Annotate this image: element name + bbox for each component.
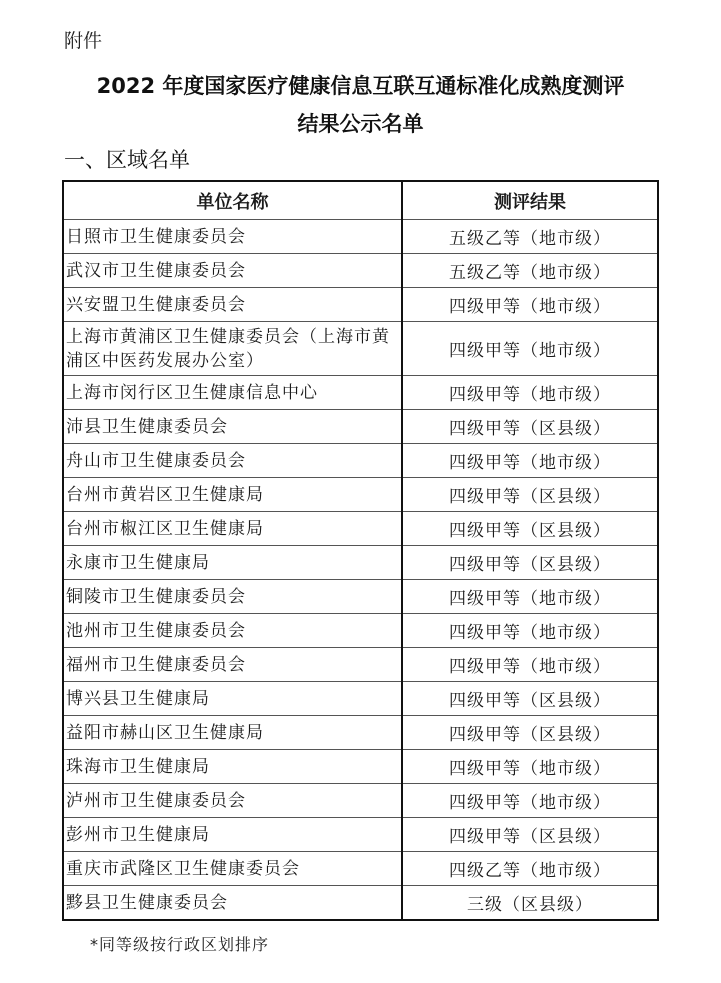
unit-name: 铜陵市卫生健康委员会 xyxy=(63,580,402,614)
table-row xyxy=(63,852,658,886)
table-row xyxy=(63,410,658,444)
result: 四级甲等（地市级） xyxy=(402,648,658,682)
unit-name: 泸州市卫生健康委员会 xyxy=(63,784,402,818)
table-row xyxy=(63,784,658,818)
result: 四级甲等（地市级） xyxy=(402,322,658,376)
table-row xyxy=(63,444,658,478)
result: 三级（区县级） xyxy=(402,886,658,921)
result: 四级甲等（地市级） xyxy=(402,784,658,818)
table-row xyxy=(63,648,658,682)
result: 四级甲等（地市级） xyxy=(402,444,658,478)
result: 四级乙等（地市级） xyxy=(402,852,658,886)
table-row xyxy=(63,254,658,288)
result: 五级乙等（地市级） xyxy=(402,254,658,288)
unit-name: 沛县卫生健康委员会 xyxy=(63,410,402,444)
table-row xyxy=(63,716,658,750)
footnote: *同等级按行政区划排序 xyxy=(90,935,270,954)
table-row xyxy=(63,478,658,512)
unit-name: 舟山市卫生健康委员会 xyxy=(63,444,402,478)
table-row xyxy=(63,220,658,254)
table-row xyxy=(63,614,658,648)
unit-name: 重庆市武隆区卫生健康委员会 xyxy=(63,852,402,886)
unit-name: 武汉市卫生健康委员会 xyxy=(63,254,402,288)
result: 四级甲等（地市级） xyxy=(402,580,658,614)
table-row xyxy=(63,886,658,921)
result: 四级甲等（地市级） xyxy=(402,288,658,322)
table-row xyxy=(63,288,658,322)
table-row xyxy=(63,512,658,546)
table-row xyxy=(63,818,658,852)
document-title-line1: 2022 年度国家医疗健康信息互联互通标准化成熟度测评 xyxy=(96,74,625,98)
unit-name: 益阳市赫山区卫生健康局 xyxy=(63,716,402,750)
result: 四级甲等（区县级） xyxy=(402,682,658,716)
unit-name: 上海市闵行区卫生健康信息中心 xyxy=(63,376,402,410)
result: 四级甲等（地市级） xyxy=(402,614,658,648)
unit-name: 兴安盟卫生健康委员会 xyxy=(63,288,402,322)
unit-name: 日照市卫生健康委员会 xyxy=(63,220,402,254)
header-unit-name: 单位名称 xyxy=(63,181,402,220)
unit-name: 黟县卫生健康委员会 xyxy=(63,886,402,921)
result: 四级甲等（区县级） xyxy=(402,818,658,852)
unit-name: 彭州市卫生健康局 xyxy=(63,818,402,852)
result: 四级甲等（地市级） xyxy=(402,750,658,784)
unit-name: 福州市卫生健康委员会 xyxy=(63,648,402,682)
table-row xyxy=(63,546,658,580)
table-row xyxy=(63,682,658,716)
unit-name: 池州市卫生健康委员会 xyxy=(63,614,402,648)
table-row xyxy=(63,580,658,614)
document-title-line2: 结果公示名单 xyxy=(297,112,424,136)
result: 四级甲等（区县级） xyxy=(402,512,658,546)
attachment-label: 附件 xyxy=(64,30,103,52)
unit-name: 珠海市卫生健康局 xyxy=(63,750,402,784)
unit-name: 博兴县卫生健康局 xyxy=(63,682,402,716)
unit-name: 台州市椒江区卫生健康局 xyxy=(63,512,402,546)
result: 四级甲等（区县级） xyxy=(402,716,658,750)
result: 四级甲等（区县级） xyxy=(402,410,658,444)
section-heading: 一、区域名单 xyxy=(64,148,190,172)
unit-name: 永康市卫生健康局 xyxy=(63,546,402,580)
unit-name: 台州市黄岩区卫生健康局 xyxy=(63,478,402,512)
result: 四级甲等（区县级） xyxy=(402,478,658,512)
results-table xyxy=(62,180,659,921)
result: 四级甲等（区县级） xyxy=(402,546,658,580)
header-result: 测评结果 xyxy=(402,181,658,220)
result: 五级乙等（地市级） xyxy=(402,220,658,254)
unit-name: 上海市黄浦区卫生健康委员会（上海市黄浦区中医药发展办公室） xyxy=(63,322,402,376)
table-row xyxy=(63,322,658,376)
table-row xyxy=(63,750,658,784)
table-row xyxy=(63,376,658,410)
table-header-row xyxy=(63,181,658,220)
result: 四级甲等（地市级） xyxy=(402,376,658,410)
